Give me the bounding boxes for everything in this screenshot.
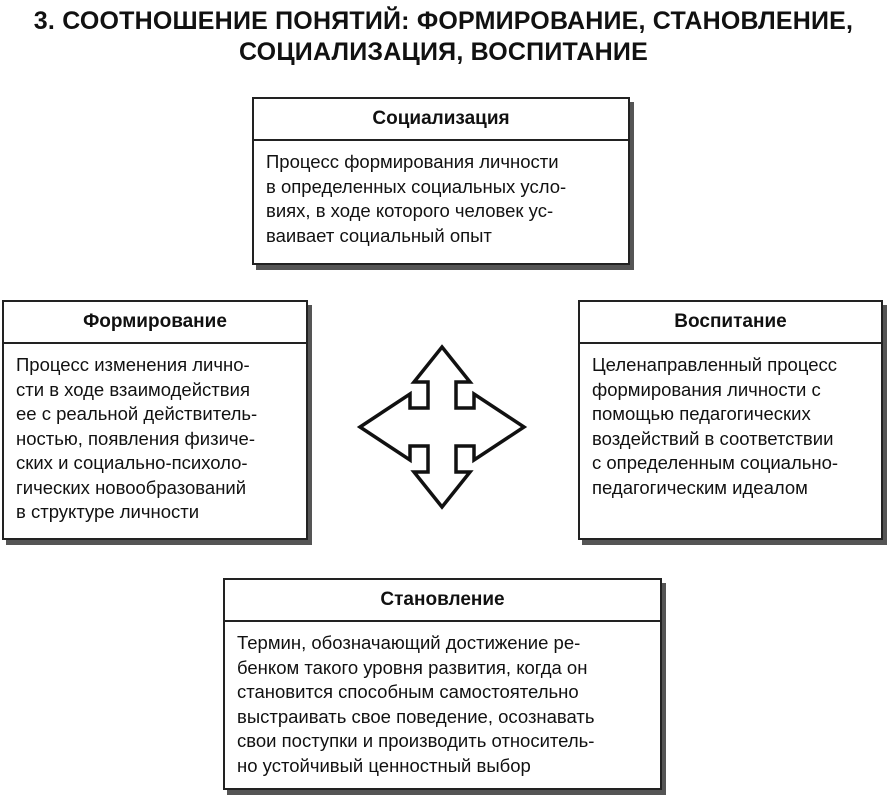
upbringing-definition: Целенаправленный процесс формирования личности с помощью педагогических воздействий в соответствии с определенным социально- педагогическим идеалом: [592, 354, 839, 498]
socialization-header: Социализация: [254, 99, 628, 141]
page-title: [0, 6, 887, 68]
becoming-header: Становление: [225, 580, 660, 622]
formation-box: [2, 300, 308, 540]
upbringing-box: [578, 300, 883, 540]
page-title-line-1: 3. СООТНОШЕНИЕ ПОНЯТИЙ: ФОРМИРОВАНИЕ, СТАНОВЛЕНИЕ,: [33, 7, 854, 35]
upbringing-header: Воспитание: [580, 302, 881, 344]
becoming-definition: Термин, обозначающий достижение ре- бенком такого уровня развития, когда он становится способным самостоятельно выстраивать свое поведение, осознавать свои поступки и производить относитель- но устойчивый ценностный выбор: [237, 632, 595, 776]
formation-header: Формирование: [4, 302, 306, 344]
becoming-box: [223, 578, 662, 790]
formation-definition: Процесс изменения лично- сти в ходе взаимодействия ее с реальной действитель- ностью, появления физиче- ских и социально-психоло- гических новообразований в структуре личности: [16, 354, 258, 522]
socialization-definition: Процесс формирования личности в определенных социальных усло- виях, в ходе которого человек ус- ваивает социальный опыт: [266, 151, 567, 246]
page-title-line-2: СОЦИАЛИЗАЦИЯ, ВОСПИТАНИЕ: [239, 38, 648, 66]
four-way-arrow-icon: [352, 342, 532, 512]
four-way-arrow-shape: [360, 347, 524, 507]
socialization-box: [252, 97, 630, 265]
